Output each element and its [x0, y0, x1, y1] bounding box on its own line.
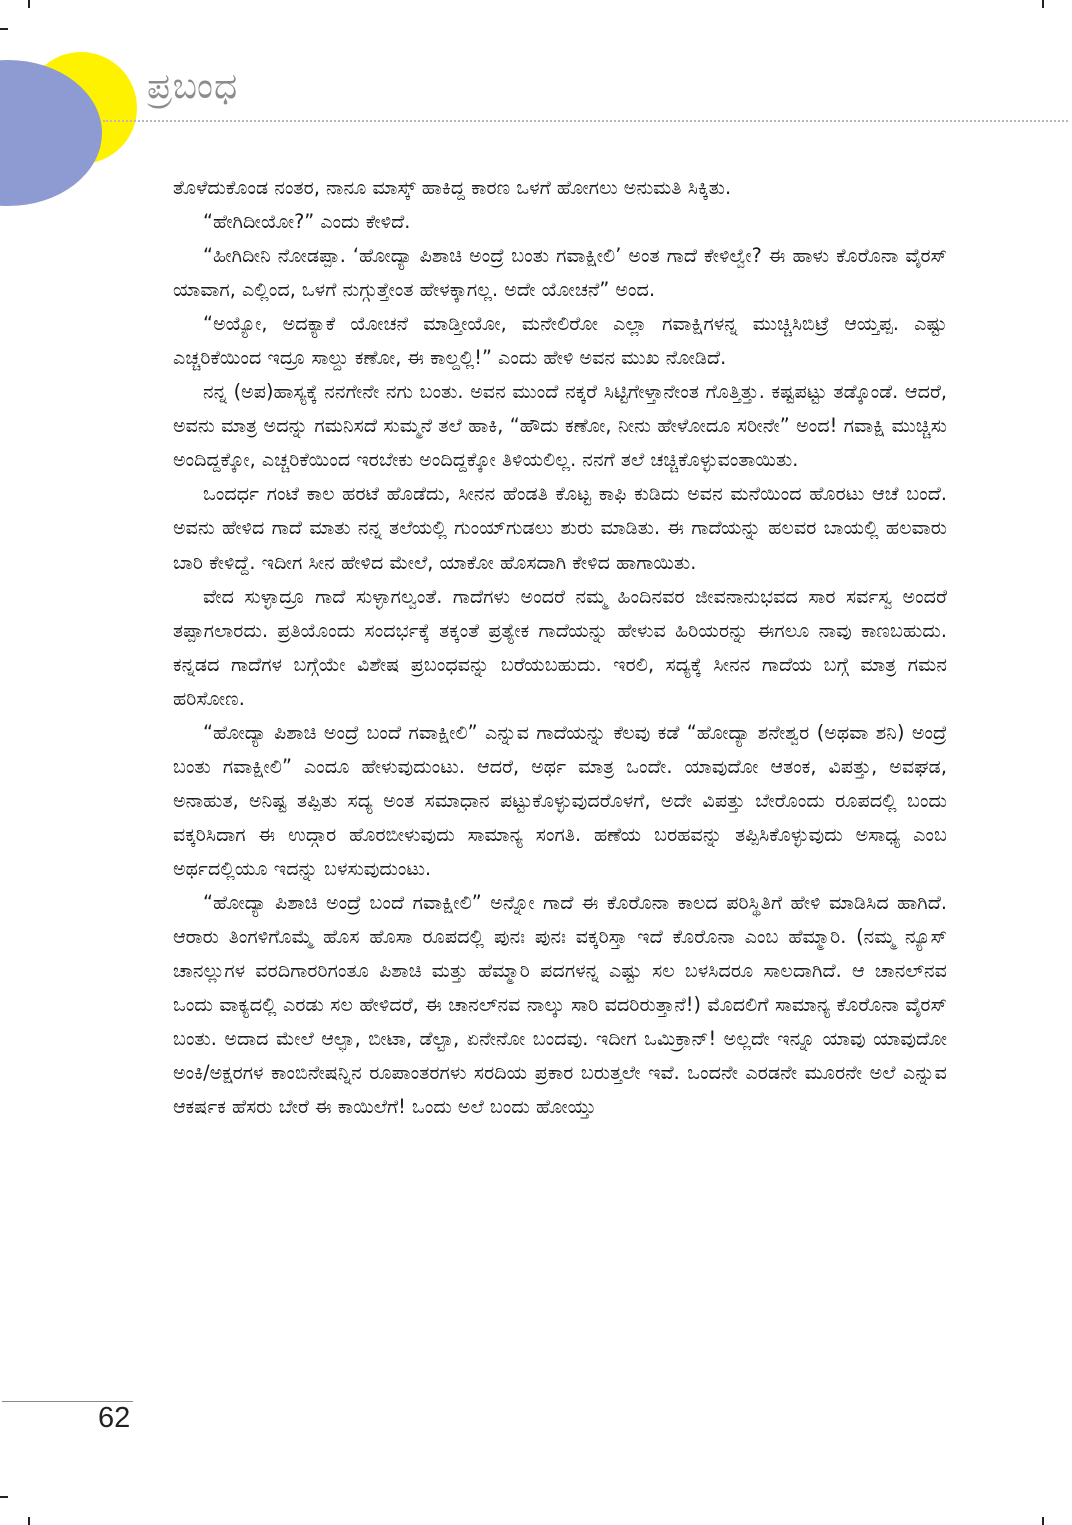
- section-title: ಪ್ರಬಂಧ: [147, 66, 239, 107]
- crop-mark-bottom-left: [28, 1517, 30, 1525]
- crop-mark-top-right: [1042, 0, 1044, 8]
- paragraph: ನನ್ನ (ಅಪ)ಹಾಸ್ಯಕ್ಕೆ ನನಗೇನೇ ನಗು ಬಂತು. ಅವನ ಮುಂದೆ ನಕ್ಕರೆ ಸಿಟ್ಟಿಗೇಳ್ತಾನೇಂತ ಗೊತ್ತಿತ್ತು. ಕಷ್ಟಪಟ್ಟು ತಡ್ಕೊಂಡೆ. ಆದರೆ, ಅವನು ಮಾತ್ರ ಅದನ್ನು ಗಮನಿಸದೆ ಸುಮ್ಮನೆ ತಲೆ ಹಾಕಿ, “ಹೌದು ಕಣೋ, ನೀನು ಹೇಳೋದೂ ಸರೀನೇ” ಅಂದ! ಗವಾಕ್ಷಿ ಮುಚ್ಚಿಸು ಅಂದಿದ್ದಕ್ಕೋ, ಎಚ್ಚರಿಕೆಯಿಂದ ಇರಬೇಕು ಅಂದಿದ್ದಕ್ಕೋ ತಿಳಿಯಲಿಲ್ಲ. ನನಗೆ ತಲೆ ಚಚ್ಚಿಕೊಳ್ಳುವಂತಾಯಿತು.: [173, 380, 947, 472]
- paragraph: “ಹೋದ್ಯಾ ಪಿಶಾಚಿ ಅಂದ್ರೆ ಬಂದೆ ಗವಾಕ್ಷೀಲಿ” ಎನ್ನುವ ಗಾದೆಯನ್ನು ಕೆಲವು ಕಡೆ “ಹೋದ್ಯಾ ಶನೇಶ್ವರ (ಅಥವಾ ಶನಿ) ಅಂದ್ರೆ ಬಂತು ಗವಾಕ್ಷೀಲಿ” ಎಂದೂ ಹೇಳುವುದುಂಟು. ಆದರೆ, ಅರ್ಥ ಮಾತ್ರ ಒಂದೇ. ಯಾವುದೋ ಆತಂಕ, ವಿಪತ್ತು, ಅವಘಡ, ಅನಾಹುತ, ಅನಿಷ್ಟ ತಪ್ಪಿತು ಸದ್ಯ ಅಂತ ಸಮಾಧಾನ ಪಟ್ಟುಕೊಳ್ಳುವುದರೊಳಗೆ, ಅದೇ ವಿಪತ್ತು ಬೇರೊಂದು ರೂಪದಲ್ಲಿ ಬಂದು ವಕ್ಕರಿಸಿದಾಗ ಈ ಉದ್ಗಾರ ಹೊರಬೀಳುವುದು ಸಾಮಾನ್ಯ ಸಂಗತಿ. ಹಣೆಯ ಬರಹವನ್ನು ತಪ್ಪಿಸಿಕೊಳ್ಳುವುದು ಅಸಾಧ್ಯ ಎಂಬ ಅರ್ಥದಲ್ಲಿಯೂ ಇದನ್ನು ಬಳಸುವುದುಂಟು.: [173, 720, 947, 880]
- paragraph: ವೇದ ಸುಳ್ಳಾದ್ರೂ ಗಾದೆ ಸುಳ್ಳಾಗಲ್ವಂತೆ. ಗಾದೆಗಳು ಅಂದರೆ ನಮ್ಮ ಹಿಂದಿನವರ ಜೀವನಾನುಭವದ ಸಾರ ಸರ್ವಸ್ವ ಅಂದರೆ ತಪ್ಪಾಗಲಾರದು. ಪ್ರತಿಯೊಂದು ಸಂದರ್ಭಕ್ಕೆ ತಕ್ಕಂತೆ ಪ್ರತ್ಯೇಕ ಗಾದೆಯನ್ನು ಹೇಳುವ ಹಿರಿಯರನ್ನು ಈಗಲೂ ನಾವು ಕಾಣಬಹುದು. ಕನ್ನಡದ ಗಾದೆಗಳ ಬಗ್ಗೆಯೇ ವಿಶೇಷ ಪ್ರಬಂಧವನ್ನು ಬರೆಯಬಹುದು. ಇರಲಿ, ಸದ್ಯಕ್ಕೆ ಸೀನನ ಗಾದೆಯ ಬಗ್ಗೆ ಮಾತ್ರ ಗಮನ ಹರಿಸೋಣ.: [173, 584, 947, 710]
- article-body: [173, 171, 947, 1124]
- paragraph: “ಹೇಗಿದೀಯೋ?” ಎಂದು ಕೇಳಿದೆ.: [203, 210, 411, 234]
- crop-mark-bottom-right: [1042, 1517, 1044, 1525]
- paragraph: “ಹೋದ್ಯಾ ಪಿಶಾಚಿ ಅಂದ್ರೆ ಬಂದೆ ಗವಾಕ್ಷೀಲಿ” ಅನ್ನೋ ಗಾದೆ ಈ ಕೊರೊನಾ ಕಾಲದ ಪರಿಸ್ಥಿತಿಗೆ ಹೇಳಿ ಮಾಡಿಸಿದ ಹಾಗಿದೆ. ಆರಾರು ತಿಂಗಳಿಗೊಮ್ಮೆ ಹೊಸ ಹೊಸಾ ರೂಪದಲ್ಲಿ ಪುನಃ ಪುನಃ ವಕ್ಕರಿಸ್ತಾ ಇದೆ ಕೊರೊನಾ ಎಂಬ ಹೆಮ್ಮಾರಿ. (ನಮ್ಮ ನ್ಯೂಸ್ ಚಾನಲ್ಲುಗಳ ವರದಿಗಾರರಿಗಂತೂ ಪಿಶಾಚಿ ಮತ್ತು ಹೆಮ್ಮಾರಿ ಪದಗಳನ್ನ ಎಷ್ಟು ಸಲ ಬಳಸಿದರೂ ಸಾಲದಾಗಿದೆ. ಆ ಚಾನಲ್‌ನವ ಒಂದು ವಾಕ್ಯದಲ್ಲಿ ಎರಡು ಸಲ ಹೇಳಿದರೆ, ಈ ಚಾನಲ್‌ನವ ನಾಲ್ಕು ಸಾರಿ ವದರಿರುತ್ತಾನೆ!) ಮೊದಲಿಗೆ ಸಾಮಾನ್ಯ ಕೊರೊನಾ ವೈರಸ್ ಬಂತು. ಅದಾದ ಮೇಲೆ ಆಲ್ಫಾ, ಬೀಟಾ, ಡೆಲ್ಟಾ, ಏನೇನೋ ಬಂದವು. ಇದೀಗ ಒಮಿಕ್ರಾನ್! ಅಲ್ಲದೇ ಇನ್ನೂ ಯಾವು ಯಾವುದೋ ಅಂಕಿ/ಅಕ್ಷರಗಳ ಕಾಂಬಿನೇಷನ್ನಿನ ರೂಪಾಂತರಗಳು ಸರದಿಯ ಪ್ರಕಾರ ಬರುತ್ತಲೇ ಇವೆ. ಒಂದನೇ ಎರಡನೇ ಮೂರನೇ ಅಲೆ ಎನ್ನುವ ಆಕರ್ಷಕ ಹೆಸರು ಬೇರೆ ಈ ಕಾಯಿಲೆಗೆ! ಒಂದು ಅಲೆ ಬಂದು ಹೋಯ್ತು: [173, 890, 947, 1119]
- paragraph: ಒಂದರ್ಧ ಗಂಟೆ ಕಾಲ ಹರಟೆ ಹೊಡೆದು, ಸೀನನ ಹೆಂಡತಿ ಕೊಟ್ಟ ಕಾಫಿ ಕುಡಿದು ಅವನ ಮನೆಯಿಂದ ಹೊರಟು ಆಚೆ ಬಂದೆ. ಅವನು ಹೇಳಿದ ಗಾದೆ ಮಾತು ನನ್ನ ತಲೆಯಲ್ಲಿ ಗುಂಯ್‌ಗುಡಲು ಶುರು ಮಾಡಿತು. ಈ ಗಾದೆಯನ್ನು ಹಲವರ ಬಾಯಲ್ಲಿ ಹಲವಾರು ಬಾರಿ ಕೇಳಿದ್ದೆ. ಇದೀಗ ಸೀನ ಹೇಳಿದ ಮೇಲೆ, ಯಾಕೋ ಹೊಸದಾಗಿ ಕೇಳಿದ ಹಾಗಾಯಿತು.: [173, 482, 947, 574]
- crop-mark-left-bottom: [0, 1496, 8, 1498]
- header-dotted-divider: [103, 120, 1068, 122]
- paragraph: ತೊಳೆದುಕೊಂಡ ನಂತರ, ನಾನೂ ಮಾಸ್ಕ್ ಹಾಕಿದ್ದ ಕಾರಣ ಒಳಗೆ ಹೋಗಲು ಅನುಮತಿ ಸಿಕ್ಕಿತು.: [173, 176, 732, 199]
- crop-mark-top-left: [28, 0, 30, 8]
- paragraph: “ಅಯ್ಯೋ, ಅದಕ್ಯಾಕೆ ಯೋಚನೆ ಮಾಡ್ತೀಯೋ, ಮನೇಲಿರೋ ಎಲ್ಲಾ ಗವಾಕ್ಷಿಗಳನ್ನ ಮುಚ್ಚಿಸಿಬಿಟ್ರೆ ಆಯ್ತಪ್ಪ. ಎಷ್ಟು ಎಚ್ಚರಿಕೆಯಿಂದ ಇದ್ರೂ ಸಾಲ್ದು ಕಣೋ, ಈ ಕಾಲ್ದಲ್ಲಿ!” ಎಂದು ಹೇಳಿ ಅವನ ಮುಖ ನೋಡಿದೆ.: [173, 312, 947, 370]
- page-number: 62: [98, 1402, 131, 1434]
- paragraph: “ಹೀಗಿದೀನಿ ನೋಡಪ್ಪಾ. ‘ಹೋದ್ಯಾ ಪಿಶಾಚಿ ಅಂದ್ರೆ ಬಂತು ಗವಾಕ್ಷೀಲಿ’ ಅಂತ ಗಾದೆ ಕೇಳಿಲ್ವೇ? ಈ ಹಾಳು ಕೊರೊನಾ ವೈರಸ್ ಯಾವಾಗ, ಎಲ್ಲಿಂದ, ಒಳಗೆ ನುಗ್ಗುತ್ತೇಂತ ಹೇಳಕ್ಕಾಗಲ್ಲ. ಅದೇ ಯೋಚನೆ” ಅಂದ.: [173, 244, 947, 302]
- crop-mark-left-top: [0, 28, 8, 30]
